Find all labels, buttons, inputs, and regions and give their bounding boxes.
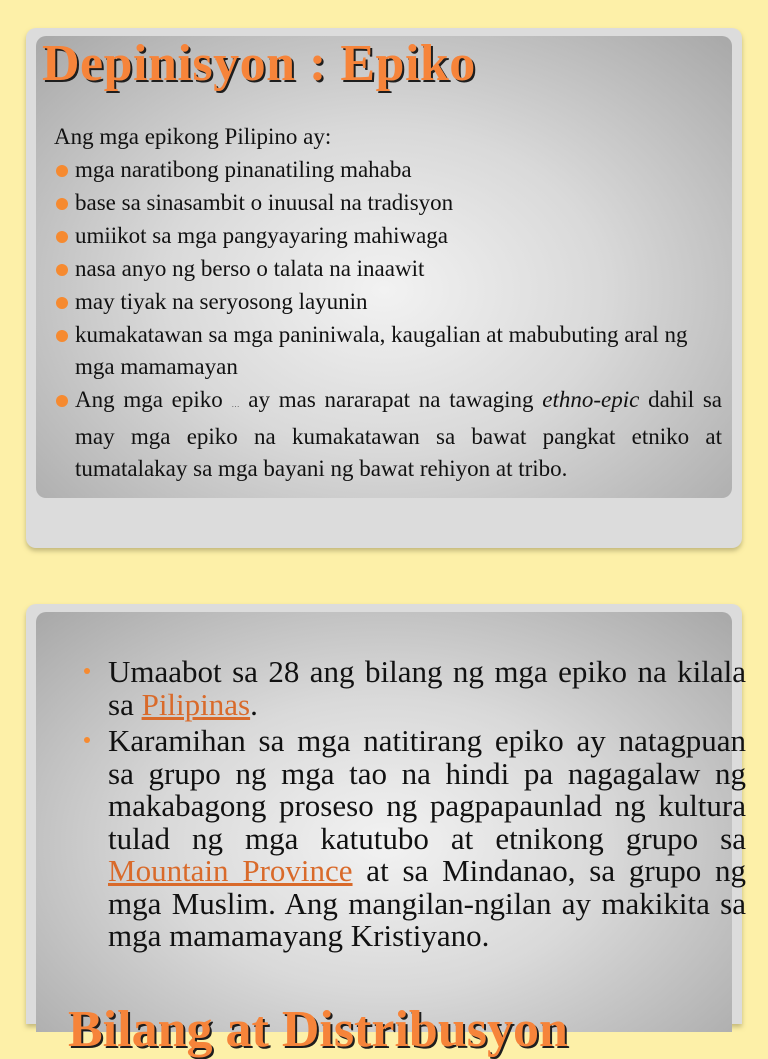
list-item-text: ay mas nararapat na tawaging xyxy=(239,387,543,412)
bullet-icon xyxy=(84,668,90,674)
mountain-province-link[interactable]: Mountain Province xyxy=(108,853,353,888)
ethno-epic-term: ethno-epic xyxy=(542,387,640,412)
bullet-icon xyxy=(84,737,90,743)
bullet-icon xyxy=(56,264,68,276)
list-item-text: nasa anyo ng berso o talata na inaawit xyxy=(75,256,425,281)
list-item-text: base sa sinasambit o inuusal na tradisyon xyxy=(75,190,454,215)
list-item-text: Ang mga epiko xyxy=(75,387,232,412)
bullet-icon xyxy=(56,297,68,309)
list-item-text: . xyxy=(250,686,258,722)
list-item-text: mga naratibong pinanatiling mahaba xyxy=(75,157,412,182)
list-item-ethno-epic xyxy=(54,384,722,485)
bullet-icon xyxy=(56,198,68,210)
bullet-icon xyxy=(56,330,68,342)
list-item-text: kumakatawan sa mga paniniwala, kaugalian at mabubuting aral ng mga mamamayan xyxy=(75,322,688,379)
list-item xyxy=(54,286,722,318)
slide-content xyxy=(54,120,722,486)
list-item-text: dahil sa may mga epiko na kumakatawan sa bawat pangkat etniko at tumatalakay sa mga bayani ng bawat rehiyon at tribo. xyxy=(75,387,722,481)
list-item-text: umiikot sa mga pangyayaring mahiwaga xyxy=(75,223,449,248)
intro-text: Ang mga epikong Pilipino ay: xyxy=(54,124,332,149)
list-item-text: at sa Mindanao, sa grupo ng mga Muslim. Ang mangilan-ngilan ay makikita sa mga mamamayang Kristiyano. xyxy=(108,853,746,953)
bullet-list xyxy=(84,656,746,953)
pilipinas-link[interactable]: Pilipinas xyxy=(141,686,251,722)
slide-title: Depinisyon : Epiko xyxy=(42,35,476,92)
list-item xyxy=(54,319,722,383)
list-item-text: may tiyak na seryosong layunin xyxy=(75,289,368,314)
list-item xyxy=(84,725,746,953)
bullet-icon xyxy=(56,395,68,407)
bullet-icon xyxy=(56,231,68,243)
slide-title: Bilang at Distribusyon xyxy=(68,1001,568,1058)
slide-definition xyxy=(26,28,742,548)
bullet-list xyxy=(54,154,722,485)
list-item xyxy=(84,656,746,721)
bullet-icon xyxy=(56,165,68,177)
list-item-text: Umaabot sa 28 ang bilang ng mga epiko na kilala sa xyxy=(108,654,746,722)
slide-distribution xyxy=(26,604,746,1058)
list-item-text: Karamihan sa mga natitirang epiko ay natagpuan sa grupo ng mga tao na hindi pa nagagalaw ng makabagong proseso ng pagpapaunlad ng kultura tulad ng mga katutubo at etnikong grupo sa xyxy=(108,723,746,856)
list-item xyxy=(54,253,722,285)
list-item xyxy=(54,220,722,252)
list-item xyxy=(54,154,722,186)
slide-content xyxy=(84,656,746,957)
list-item xyxy=(54,187,722,219)
footnote-mark: … xyxy=(231,400,240,409)
